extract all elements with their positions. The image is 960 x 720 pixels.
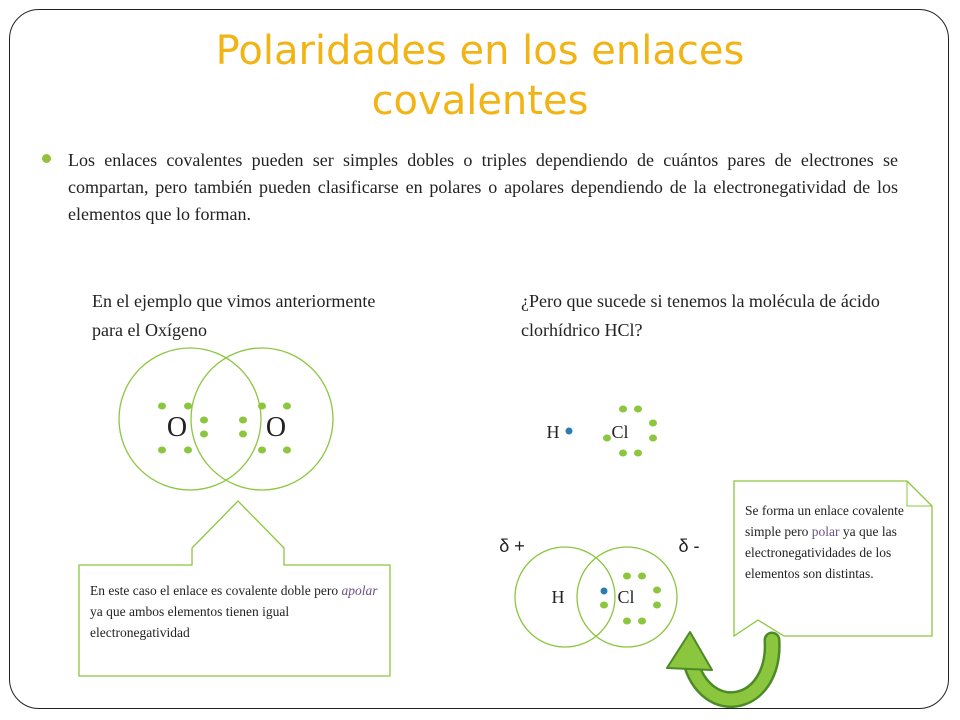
callout-left-after: ya que ambos elementos tienen igual electronegatividad (90, 604, 290, 640)
electron-dot (623, 618, 631, 625)
oxygen-right-label: O (265, 412, 287, 443)
electron-dot (649, 435, 657, 442)
electron-dot (634, 406, 642, 413)
electron-dot (283, 403, 291, 410)
hcl-h-circle (515, 547, 615, 647)
electron-dot (653, 602, 661, 609)
electron-dot (239, 431, 247, 438)
electron-dot (603, 435, 611, 442)
electron-dot (184, 403, 192, 410)
electron-dot (600, 602, 608, 609)
electron-dot (619, 406, 627, 413)
electron-dot (619, 450, 627, 457)
oxygen-left-label: O (166, 412, 188, 443)
callout-right-after: ya que las electronegatividades de los elementos son distintas. (745, 524, 897, 581)
electron-dot (258, 403, 266, 410)
electron-dot (653, 587, 661, 594)
hcl-bottom-h-label: H (551, 587, 565, 607)
hcl-bond-diagram (499, 536, 699, 647)
delta-minus-label: δ - (678, 536, 700, 556)
electron-dot (239, 417, 247, 424)
hcl-separate-diagram (547, 406, 658, 457)
electron-dot (184, 447, 192, 454)
electron-dot (258, 447, 266, 454)
hcl-bottom-cl-label: Cl (617, 587, 635, 607)
electron-dot (649, 420, 657, 427)
delta-plus-label: δ + (499, 536, 525, 556)
electron-dot (158, 447, 166, 454)
bullet-text: Los enlaces covalentes pueden ser simples dobles o triples dependiendo de cuántos pares de electrones se compartan, pero también pueden clasificarse en polares o apolares dependiendo de la electronegatividad de los elementos que lo forman. (68, 150, 898, 224)
callout-left-before: En este caso el enlace es covalente doble pero (90, 583, 342, 598)
curved-arrow-icon (667, 632, 772, 700)
callout-right-text (745, 500, 935, 584)
polar-highlight: polar (811, 524, 840, 539)
electron-dot (158, 403, 166, 410)
oxygen-molecule-diagram (119, 348, 333, 490)
apolar-highlight: apolar (341, 583, 378, 598)
callout-right-before: Se forma un enlace covalente simple pero (745, 503, 904, 539)
oxygen-intro-text: En el ejemplo que vimos anteriormente para el Oxígeno (92, 291, 376, 340)
electron-dot (638, 573, 646, 580)
electron-dot (283, 447, 291, 454)
electron-dot (623, 573, 631, 580)
hcl-top-h-label: H (546, 422, 560, 442)
slide-title: Polaridades en los enlaces covalentes (215, 28, 745, 124)
electron-dot (634, 450, 642, 457)
h-electron-dot (566, 428, 573, 435)
electron-dot (200, 431, 208, 438)
shared-h-electron-dot (601, 588, 608, 595)
hcl-top-cl-label: Cl (611, 422, 629, 442)
hcl-question-text: ¿Pero que sucede si tenemos la molécula de ácido clorhídrico HCl? (521, 291, 880, 340)
oxygen-right-circle (191, 348, 333, 490)
electron-dot (200, 417, 208, 424)
electron-dot (638, 618, 646, 625)
callout-left-text (90, 580, 385, 643)
